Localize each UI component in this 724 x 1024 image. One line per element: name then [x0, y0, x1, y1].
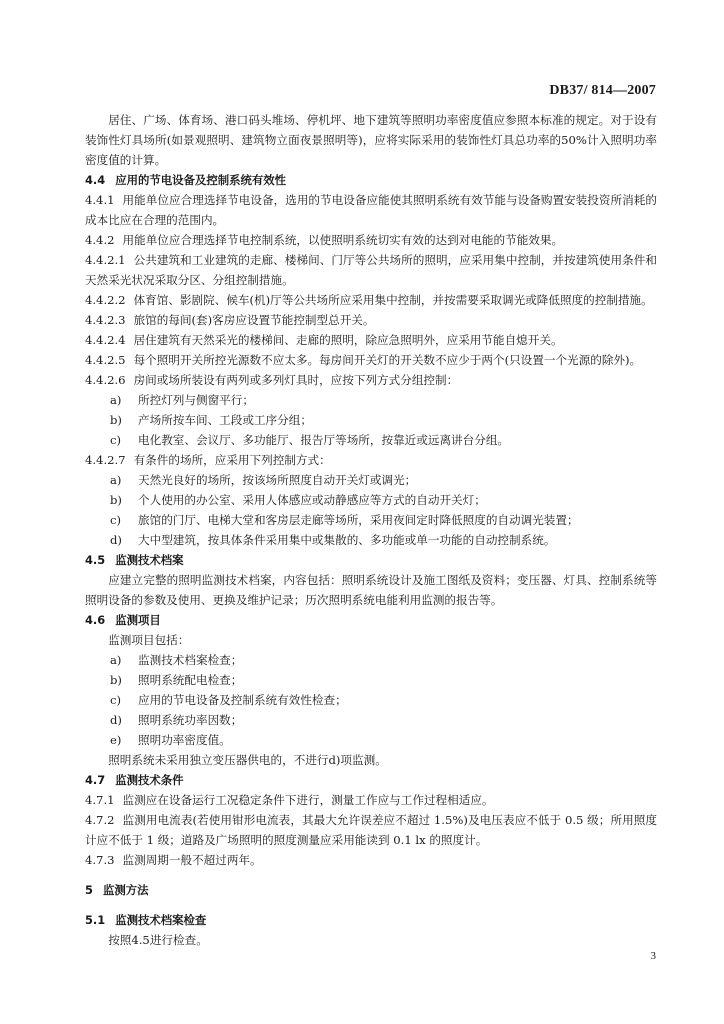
block-text: 监测项目包括： — [108, 633, 190, 647]
block-text: 应用的节电设备及控制系统有效性 — [115, 173, 287, 187]
list-item — [85, 410, 657, 430]
block-text: 用能单位应合理选择节电控制系统，以使照明系统切实有效的达到对电能的节能效果。 — [122, 233, 564, 247]
block-text: 照明系统未采用独立变压器供电的，不进行d)项监测。 — [108, 753, 387, 767]
block-text: 监测用电流表(若使用钳形电流表，其最大允许误差应不超过 1.5%)及电压表应不低于 0.5 级；所用照度计应不低于 1 级；道路及广场照明的照度测量应采用能读到 0.1 lx 的照度计。 — [85, 813, 657, 847]
clause-number: 4.7.2 — [85, 813, 115, 827]
numbered-clause — [85, 250, 657, 290]
numbered-clause — [85, 450, 657, 470]
block-text: 照明系统配电检查； — [138, 673, 243, 687]
list-item — [85, 710, 657, 730]
clause-number: 4.4.2.6 — [85, 373, 126, 387]
clause-number: 4.4.2.2 — [85, 293, 126, 307]
clause-number: 4.4.2.7 — [85, 453, 126, 467]
section-heading — [85, 910, 657, 930]
list-item — [85, 670, 657, 690]
clause-number: 4.4.2.1 — [85, 253, 126, 267]
block-text: 房间或场所装设有两列或多列灯具时，应按下列方式分组控制： — [133, 373, 459, 387]
clause-number: 4.4.2.3 — [85, 313, 126, 327]
block-text: 监测技术档案 — [115, 553, 184, 567]
block-text: 监测技术条件 — [115, 773, 184, 787]
standard-code: DB37/ 814—2007 — [549, 83, 656, 98]
block-text: 监测应在设备运行工况稳定条件下进行，测量工作应与工作过程相适应。 — [122, 793, 494, 807]
block-text: 大中型建筑，按具体条件采用集中或集散的、多功能或单一功能的自动控制系统。 — [138, 533, 556, 547]
section-gap — [85, 900, 657, 910]
block-text: 用能单位应合理选择节电设备，选用的节电设备应能使其照明系统有效节能与设备购置安装投资所消耗的成本比应在合理的范围内。 — [85, 193, 657, 227]
clause-number: 5 — [85, 883, 93, 897]
block-text: 个人使用的办公室、采用人体感应或动静感应等方式的自动开关灯； — [138, 493, 486, 507]
section-heading — [85, 610, 657, 630]
paragraph — [85, 570, 657, 610]
block-text: 照明功率密度值。 — [138, 733, 231, 747]
block-text: 监测方法 — [102, 883, 149, 897]
list-item-letter: c) — [110, 513, 122, 527]
paragraph — [85, 930, 657, 950]
clause-number: 4.4 — [85, 173, 106, 187]
block-text: 居住建筑有天然采光的楼梯间、走廊的照明，除应急照明外，应采用节能自熄开关。 — [133, 333, 563, 347]
numbered-clause — [85, 370, 657, 390]
numbered-clause — [85, 330, 657, 350]
list-item — [85, 490, 657, 510]
clause-number: 4.4.2.4 — [85, 333, 126, 347]
numbered-clause — [85, 230, 657, 250]
numbered-clause — [85, 190, 657, 230]
section-heading — [85, 550, 657, 570]
list-item-letter: c) — [110, 693, 122, 707]
clause-number: 4.4.1 — [85, 193, 115, 207]
list-item — [85, 470, 657, 490]
block-text: 产场所按车间、工段或工序分组； — [138, 413, 312, 427]
document-body — [85, 110, 657, 950]
list-item — [85, 690, 657, 710]
block-text: 监测技术档案检查 — [115, 913, 207, 927]
paragraph — [85, 630, 657, 650]
list-item-letter: e) — [110, 733, 122, 747]
list-item-letter: a) — [110, 393, 122, 407]
clause-number: 4.4.2 — [85, 233, 115, 247]
section-gap — [85, 870, 657, 880]
section-heading — [85, 770, 657, 790]
block-text: 照明系统功率因数； — [138, 713, 243, 727]
block-text: 应建立完整的照明监测技术档案，内容包括：照明系统设计及施工图纸及资料；变压器、灯具、控制系统等照明设备的参数及使用、更换及维护记录；历次照明系统电能利用监测的报告等。 — [85, 573, 657, 607]
block-text: 应用的节电设备及控制系统有效性检查； — [138, 693, 347, 707]
list-item-letter: a) — [110, 473, 122, 487]
numbered-clause — [85, 810, 657, 850]
list-item — [85, 430, 657, 450]
block-text: 监测项目 — [115, 613, 161, 627]
block-text: 公共建筑和工业建筑的走廊、楼梯间、门厅等公共场所的照明，应采用集中控制，并按建筑使用条件和天然采光状况采取分区、分组控制措施。 — [85, 253, 657, 287]
block-text: 居住、广场、体育场、港口码头堆场、停机坪、地下建筑等照明功率密度值应参照本标准的规定。对于设有装饰性灯具场所(如景观照明、建筑物立面夜景照明等)，应将实际采用的装饰性灯具总功率的50%计入照明功率密度值的计算。 — [85, 113, 657, 167]
list-item-letter: a) — [110, 653, 122, 667]
page-number: 3 — [650, 950, 656, 962]
block-text: 有条件的场所，应采用下列控制方式： — [133, 453, 331, 467]
paragraph — [85, 110, 657, 170]
list-item-letter: d) — [110, 713, 122, 727]
block-text: 所控灯列与侧窗平行； — [138, 393, 254, 407]
block-text: 旅馆的每间(套)客房应设置节能控制型总开关。 — [133, 313, 375, 327]
list-item-letter: b) — [110, 413, 122, 427]
list-item-letter: b) — [110, 493, 122, 507]
list-item-letter: b) — [110, 673, 122, 687]
numbered-clause — [85, 290, 657, 310]
list-item — [85, 510, 657, 530]
block-text: 监测周期一般不超过两年。 — [122, 853, 262, 867]
section-heading — [85, 170, 657, 190]
section-heading — [85, 880, 657, 900]
list-item-letter: c) — [110, 433, 122, 447]
clause-number: 4.7.1 — [85, 793, 115, 807]
block-text: 天然光良好的场所，按该场所照度自动开关灯或调光； — [138, 473, 417, 487]
clause-number: 5.1 — [85, 913, 106, 927]
block-text: 体育馆、影剧院、候车(机)厅等公共场所应采用集中控制，并按需要采取调光或降低照度的控制措施。 — [133, 293, 653, 307]
numbered-clause — [85, 310, 657, 330]
numbered-clause — [85, 350, 657, 370]
block-text: 电化教室、会议厅、多功能厅、报告厅等场所，按靠近或远离讲台分组。 — [138, 433, 510, 447]
list-item — [85, 530, 657, 550]
clause-number: 4.6 — [85, 613, 106, 627]
block-text: 每个照明开关所控光源数不应太多。每房间开关灯的开关数不应少于两个(只设置一个光源的除外)。 — [133, 353, 642, 367]
block-text: 监测技术档案检查； — [138, 653, 243, 667]
list-item-letter: d) — [110, 533, 122, 547]
clause-number: 4.7.3 — [85, 853, 115, 867]
clause-number: 4.5 — [85, 553, 106, 567]
block-text: 旅馆的门厅、电梯大堂和客房层走廊等场所，采用夜间定时降低照度的自动调光装置； — [138, 513, 579, 527]
list-item — [85, 650, 657, 670]
numbered-clause — [85, 790, 657, 810]
list-item — [85, 730, 657, 750]
list-item — [85, 390, 657, 410]
paragraph — [85, 750, 657, 770]
clause-number: 4.4.2.5 — [85, 353, 126, 367]
clause-number: 4.7 — [85, 773, 106, 787]
numbered-clause — [85, 850, 657, 870]
block-text: 按照4.5进行检查。 — [108, 933, 208, 947]
